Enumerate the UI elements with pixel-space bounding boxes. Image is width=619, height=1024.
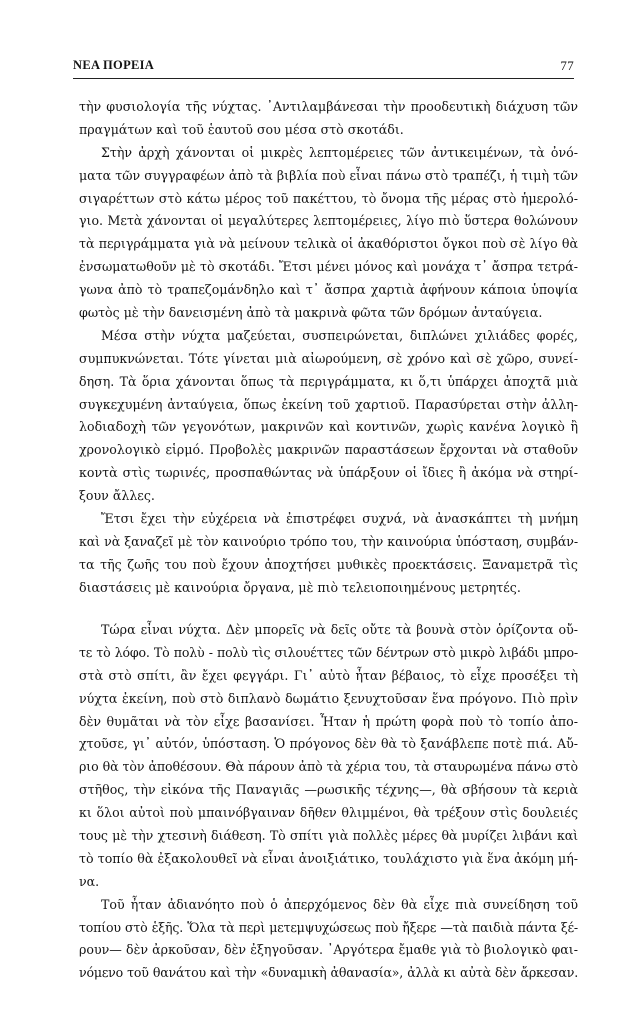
page-number: 77 bbox=[560, 58, 574, 73]
text-line: δηση. Τὰ ὅρια χάνονται ὅπως τὰ περιγράμματα, κι ὅ,τι ὑπάρχει ἀποχτᾶ μιὰ bbox=[79, 373, 578, 389]
text-line: πραγμάτων καὶ τοῦ ἑαυτοῦ σου μέσα στὸ σκοτάδι. bbox=[79, 121, 404, 137]
text-line: ἐνσωματωθοῦν μὲ τὸ σκοτάδι. Ἔτσι μένει μόνος καὶ μονάχα τ᾿ ἄσπρα τετρά- bbox=[79, 259, 578, 275]
text-line: Ἔτσι ἔχει τὴν εὐχέρεια νὰ ἐπιστρέφει συχνά, νὰ ἀνασκάπτει τὴ μνήμη bbox=[101, 511, 578, 527]
text-section-1 bbox=[79, 96, 578, 600]
text-section-2 bbox=[79, 619, 578, 985]
text-line: Στὴν ἀρχὴ χάνονται οἱ μικρὲς λεπτομέρειες τῶν ἀντικειμένων, τὰ ὀνό- bbox=[101, 144, 578, 160]
text-line: λοδιαδοχὴ τῶν γεγονότων, μακρινῶν καὶ κοντινῶν, χωρὶς κανένα λογικὸ ἢ bbox=[79, 419, 578, 435]
text-line: δὲν θυμᾶται νὰ τὸν εἶχε βασανίσει. Ἦταν ἡ πρώτη φορὰ ποὺ τὸ τοπίο ἀπο- bbox=[79, 713, 578, 729]
text-line: γωνα ἀπὸ τὸ τραπεζομάνδηλο καὶ τ᾿ ἄσπρα χαρτιὰ ἀφήνουν κάποια ὑποψία bbox=[79, 282, 578, 298]
text-line: νόμενο τοῦ θανάτου καὶ τὴν «δυναμικὴ ἀθανασία», ἀλλὰ κι αὐτὰ δὲν ἄρκεσαν. bbox=[79, 965, 578, 981]
text-line: κι ὅλοι αὐτοὶ ποὺ μπαινόβγαιναν δῆθεν θλιμμένοι, θὰ τρέξουν στὶς δουλειές bbox=[79, 805, 578, 821]
text-line: χτοῦσε, γι᾿ αὐτόν, ὑπόσταση. Ὁ πρόγονος δὲν θὰ τὸ ξανάβλεπε ποτὲ πιά. Αὔ- bbox=[79, 736, 578, 752]
text-line: τους μὲ τὴν χτεσινὴ διάθεση. Τὸ σπίτι γιὰ πολλὲς μέρες θὰ μυρίζει λιβάνι καὶ bbox=[79, 828, 578, 844]
journal-title: ΝΕΑ ΠΟΡΕΙΑ bbox=[73, 58, 155, 72]
text-line: τα τῆς ζωῆς του ποὺ ἔχουν ἀποχτήσει μυθικὲς προεκτάσεις. Ξαναμετρᾶ τὶς bbox=[79, 556, 578, 572]
text-line: στὰ στὸ σπίτι, ἂν ἔχει φεγγάρι. Γι᾿ αὐτὸ ἦταν βέβαιος, τὸ εἶχε προσέξει τὴ bbox=[79, 667, 578, 683]
text-line: συμπυκνώνεται. Τότε γίνεται μιὰ αἰωρούμενη, σὲ χρόνο καὶ σὲ χῶρο, συνεί- bbox=[79, 350, 578, 366]
text-line: τε τὸ λόφο. Τὸ πολὺ - πολὺ τὶς σιλουέττες τῶν δέντρων στὸ μικρὸ λιβάδι μπρο- bbox=[79, 644, 578, 660]
text-line: διαστάσεις μὲ καινούρια ὄργανα, μὲ πιὸ τελειοποιημένους μετρητές. bbox=[79, 579, 521, 595]
text-line: νύχτα ἐκείνη, ποὺ στὸ διπλανὸ δωμάτιο ξενυχτοῦσαν ἕνα πρόγονο. Πιὸ πρὶν bbox=[79, 690, 578, 706]
text-line: συγκεχυμένη ἀνταύγεια, ὅπως ἐκείνη τοῦ χαρτιοῦ. Παρασύρεται στὴν ἀλλη- bbox=[79, 396, 578, 412]
text-line: ματα τῶν συγγραφέων ἀπὸ τὰ βιβλία ποὺ εἶναι πάνω στὸ τραπέζι, ἡ τιμὴ τῶν bbox=[79, 167, 578, 183]
text-line: τὴν φυσιολογία τῆς νύχτας. ᾿Αντιλαμβάνεσαι τὴν προοδευτικὴ διάχυση τῶν bbox=[79, 99, 578, 114]
text-line: κοντὰ στὶς τωρινές, προσπαθώντας νὰ ὑπάρξουν οἱ ἴδιες ἢ ἀκόμα νὰ στηρί- bbox=[79, 465, 578, 481]
text-line: Τώρα εἶναι νύχτα. Δὲν μπορεῖς νὰ δεῖς οὔτε τὰ βουνὰ στὸν ὁρίζοντα οὔ- bbox=[101, 622, 578, 637]
text-line: χρονολογικὸ εἱρμό. Προβολὲς μακρινῶν παραστάσεων ἔρχονται νὰ σταθοῦν bbox=[79, 442, 578, 458]
text-line: ρουν— δὲν ἀρκοῦσαν, δὲν ἐξηγοῦσαν. ᾿Αργότερα ἔμαθε γιὰ τὸ βιολογικὸ φαι- bbox=[79, 942, 578, 958]
text-line: καὶ νὰ ξαναζεῖ μὲ τὸν καινούριο τρόπο του, τὴν καινούρια ὑπόσταση, συμβάν- bbox=[79, 533, 578, 549]
text-line: τοπίου στὸ ἑξῆς. Ὅλα τὰ περὶ μετεμψυχώσεως ποὺ ἤξερε —τὰ παιδιὰ πάντα ξέ- bbox=[79, 919, 578, 935]
text-line: στῆθος, τὴν εἰκόνα τῆς Παναγιᾶς —ρωσικῆς τέχνης—, θὰ σβήσουν τὰ κεριὰ bbox=[79, 782, 578, 798]
text-line: ριο θὰ τὸν ἀποθέσουν. Θὰ πάρουν ἀπὸ τὰ χέρια του, τὰ σταυρωμένα πάνω στὸ bbox=[79, 759, 578, 775]
text-line: Μέσα στὴν νύχτα μαζεύεται, συσπειρώνεται, διπλώνει χιλιάδες φορές, bbox=[101, 327, 578, 343]
running-head bbox=[73, 58, 574, 74]
text-line: σιγαρέττων στὸ κάτω μέρος τοῦ πακέττου, τὸ ὄνομα τῆς μέρας στὸ ἡμερολό- bbox=[79, 190, 578, 206]
text-line: φωτὸς μὲ τὴν δανεισμένη ἀπὸ τὰ μακρινὰ φῶτα τῶν δρόμων ἀνταύγεια. bbox=[79, 305, 543, 321]
text-line: Τοῦ ἦταν ἀδιανόητο ποὺ ὁ ἀπερχόμενος δὲν θὰ εἶχε πιὰ συνείδηση τοῦ bbox=[101, 896, 578, 912]
text-line: τὰ περιγράμματα γιὰ νὰ μείνουν τελικὰ οἱ ἀκαθόριστοι ὄγκοι ποὺ σὲ λίγο θὰ bbox=[79, 236, 578, 252]
text-line: να. bbox=[79, 873, 100, 889]
header-rule bbox=[73, 78, 574, 79]
text-line: γιο. Μετὰ χάνονται οἱ μεγαλύτερες λεπτομέρειες, λίγο πιὸ ὕστερα θολώνουν bbox=[79, 213, 578, 229]
text-line: ξουν ἄλλες. bbox=[79, 488, 155, 504]
text-line: τὸ τοπίο θὰ ἐξακολουθεῖ νὰ εἶναι ἀνοιξιάτικο, τουλάχιστο γιὰ ἕνα ἀκόμη μή- bbox=[79, 850, 578, 866]
